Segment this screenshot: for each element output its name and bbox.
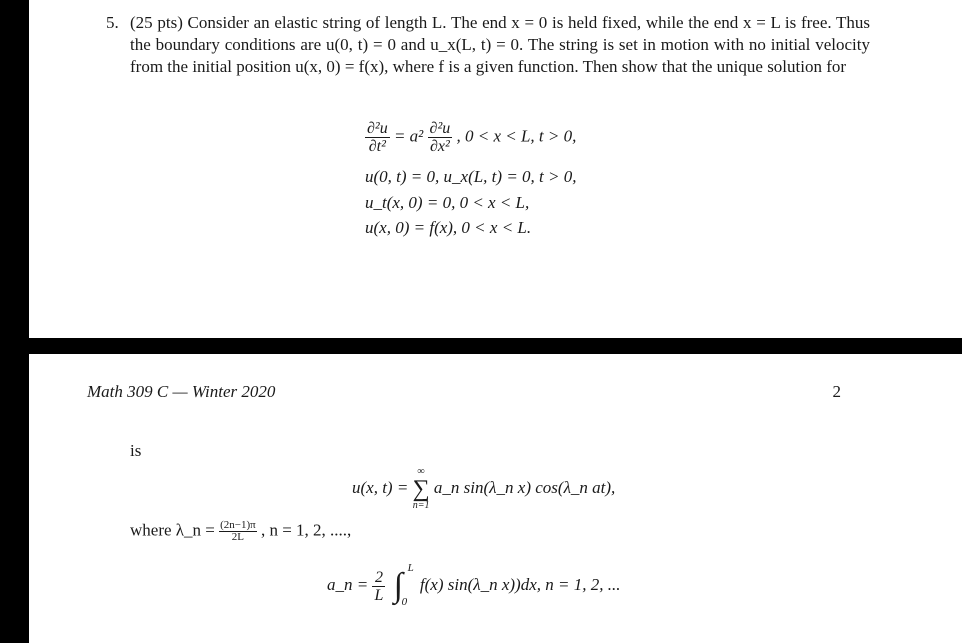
page-2: [29, 354, 962, 643]
sum-lower-limit: n=1: [412, 500, 430, 511]
integral-upper-limit: L: [407, 562, 414, 574]
problem-number: 5.: [106, 13, 119, 32]
pde-rhs-fraction: [428, 120, 453, 155]
course-header: Math 309 C — Winter 2020: [87, 382, 276, 401]
pde-rhs-numerator: ∂²u: [429, 120, 451, 137]
an-rhs: f(x) sin(λ_n x))dx, n = 1, 2, ...: [419, 574, 621, 594]
an-fraction: [372, 569, 385, 604]
lambda-denominator: 2L: [231, 531, 245, 543]
pde-domain: , 0 < x < L, t > 0,: [456, 126, 577, 146]
sigma-symbol: ∑: [412, 476, 430, 502]
page-number: 2: [832, 382, 841, 401]
solution-equation: [352, 466, 615, 512]
lambda-definition: [130, 520, 351, 543]
solution-rhs: a_n sin(λ_n x) cos(λ_n at),: [433, 477, 616, 497]
boundary-conditions: u(0, t) = 0, u_x(L, t) = 0, t > 0,: [365, 167, 577, 186]
initial-velocity-condition: u_t(x, 0) = 0, 0 < x < L,: [365, 193, 530, 212]
an-lhs: a_n =: [327, 574, 369, 594]
is-word: is: [130, 441, 142, 460]
pde-lhs-denominator: ∂t²: [368, 138, 386, 155]
problem-paragraph: [106, 12, 870, 78]
initial-position-condition: u(x, 0) = f(x), 0 < x < L.: [365, 218, 532, 237]
an-denominator: L: [374, 586, 384, 604]
integral-lower-limit: 0: [401, 596, 408, 608]
problem-text: (25 pts) Consider an elastic string of length L. The end x = 0 is held fixed, while the end x = L is free. Thus the boundary conditions are u(0, t) = 0 and u_x(L, t) = 0. The string is set in motion with no initial velocity from the initial position u(x, 0) = f(x), where f is a given function. Then show that the unique solution for: [130, 13, 870, 76]
lambda-fraction: [219, 520, 257, 543]
integral-sign: ∫ L 0: [393, 562, 414, 608]
pde-lhs-numerator: ∂²u: [367, 120, 388, 137]
pde-equation: [365, 120, 576, 155]
pde-rhs-denominator: ∂x²: [429, 138, 450, 155]
lambda-numerator: (2n−1)π: [220, 519, 256, 531]
pde-lhs-fraction: [365, 120, 390, 155]
where-text: where λ_n =: [130, 520, 215, 540]
lambda-tail: , n = 1, 2, ....,: [260, 520, 352, 540]
coefficient-equation: [327, 562, 621, 608]
page-1: [29, 0, 962, 338]
solution-lhs: u(x, t) =: [352, 477, 409, 497]
sum-upper-limit: ∞: [417, 466, 425, 477]
pde-coefficient: = a²: [393, 126, 424, 146]
summation-operator: [413, 466, 430, 512]
an-numerator: 2: [372, 569, 385, 587]
